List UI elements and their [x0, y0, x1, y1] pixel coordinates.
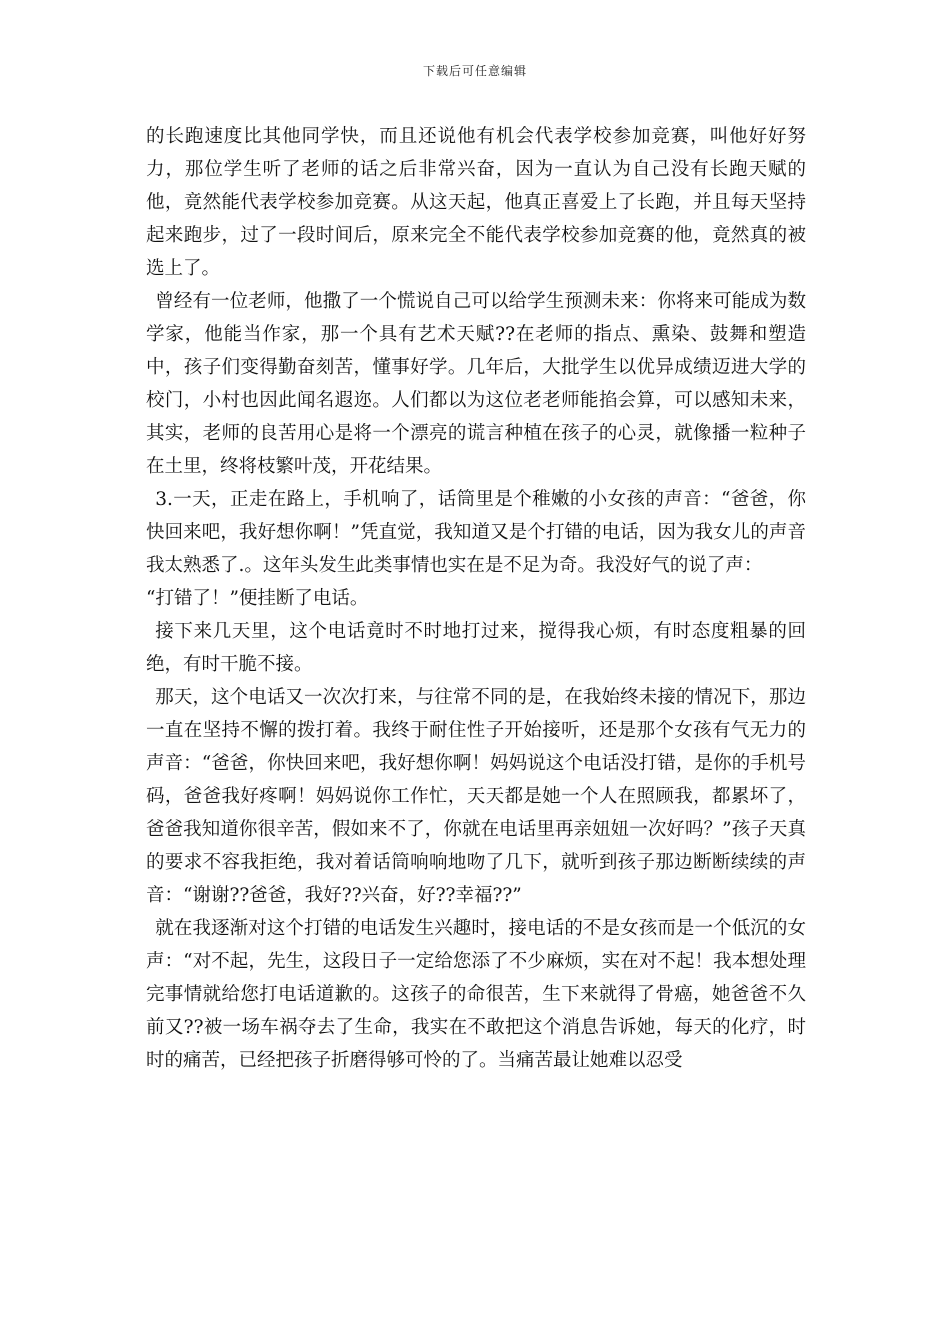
paragraph-2: 曾经有一位老师，他撒了一个慌说自己可以给学生预测未来：你将来可能成为数学家，他能当作家，那一个具有艺术天赋??在老师的指点、熏染、鼓舞和塑造中，孩子们变得勤奋刻苦，懂事好学。几年后，大批学生以优异成绩迈进大学的校门，小村也因此闻名遐迩。人们都以为这位老老师能掐会算，可以感知未来，其实，老师的良苦用心是将一个漂亮的谎言种植在孩子的心灵，就像播一粒种子在土里，终将枝繁叶茂，开花结果。: [146, 291, 806, 477]
paragraph-4: “打错了！”便挂断了电话。: [146, 588, 369, 609]
paragraph-7: 就在我逐渐对这个打错的电话发生兴趣时，接电话的不是女孩而是一个低沉的女声：“对不起，先生，这段日子一定给您添了不少麻烦，实在对不起！我本想处理完事情就给您打电话道歉的。这孩子的命很苦，生下来就得了骨癌，她爸爸不久前又??被一场车祸夺去了生命，我实在不敢把这个消息告诉她，每天的化疗，时时的痛苦，已经把孩子折磨得够可怜的了。当痛苦最让她难以忍受: [146, 918, 806, 1071]
paragraph-1: 的长跑速度比其他同学快，而且还说他有机会代表学校参加竞赛，叫他好好努力，那位学生听了老师的话之后非常兴奋，因为一直认为自己没有长跑天赋的他，竟然能代表学校参加竞赛。从这天起，他真正喜爱上了长跑，并且每天坚持起来跑步，过了一段时间后，原来完全不能代表学校参加竞赛的他，竟然真的被选上了。: [146, 126, 806, 279]
document-body: [146, 120, 806, 1077]
paragraph-6: 那天，这个电话又一次次打来，与往常不同的是，在我始终未接的情况下，那边一直在坚持不懈的拨打着。我终于耐住性子开始接听，还是那个女孩有气无力的声音：“爸爸，你快回来吧，我好想你啊！妈妈说这个电话没打错，是你的手机号码，爸爸我好疼啊！妈妈说你工作忙，天天都是她一个人在照顾我，都累坏了，爸爸我知道你很辛苦，假如来不了，你就在电话里再亲妞妞一次好吗？”孩子天真的要求不容我拒绝，我对着话筒响响地吻了几下，就听到孩子那边断断续续的声音：“谢谢??爸爸，我好??兴奋，好??幸福??”: [146, 687, 806, 906]
paragraph-3: 3.一天，正走在路上，手机响了，话筒里是个稚嫩的小女孩的声音：“爸爸，你快回来吧，我好想你啊！”凭直觉，我知道又是个打错的电话，因为我女儿的声音我太熟悉了.。这年头发生此类事情也实在是不足为奇。我没好气的说了声：: [146, 489, 806, 576]
paragraph-5: 接下来几天里，这个电话竟时不时地打过来，搅得我心烦，有时态度粗暴的回绝，有时干脆不接。: [146, 621, 806, 675]
page-header: 下载后可任意编辑: [422, 64, 527, 78]
